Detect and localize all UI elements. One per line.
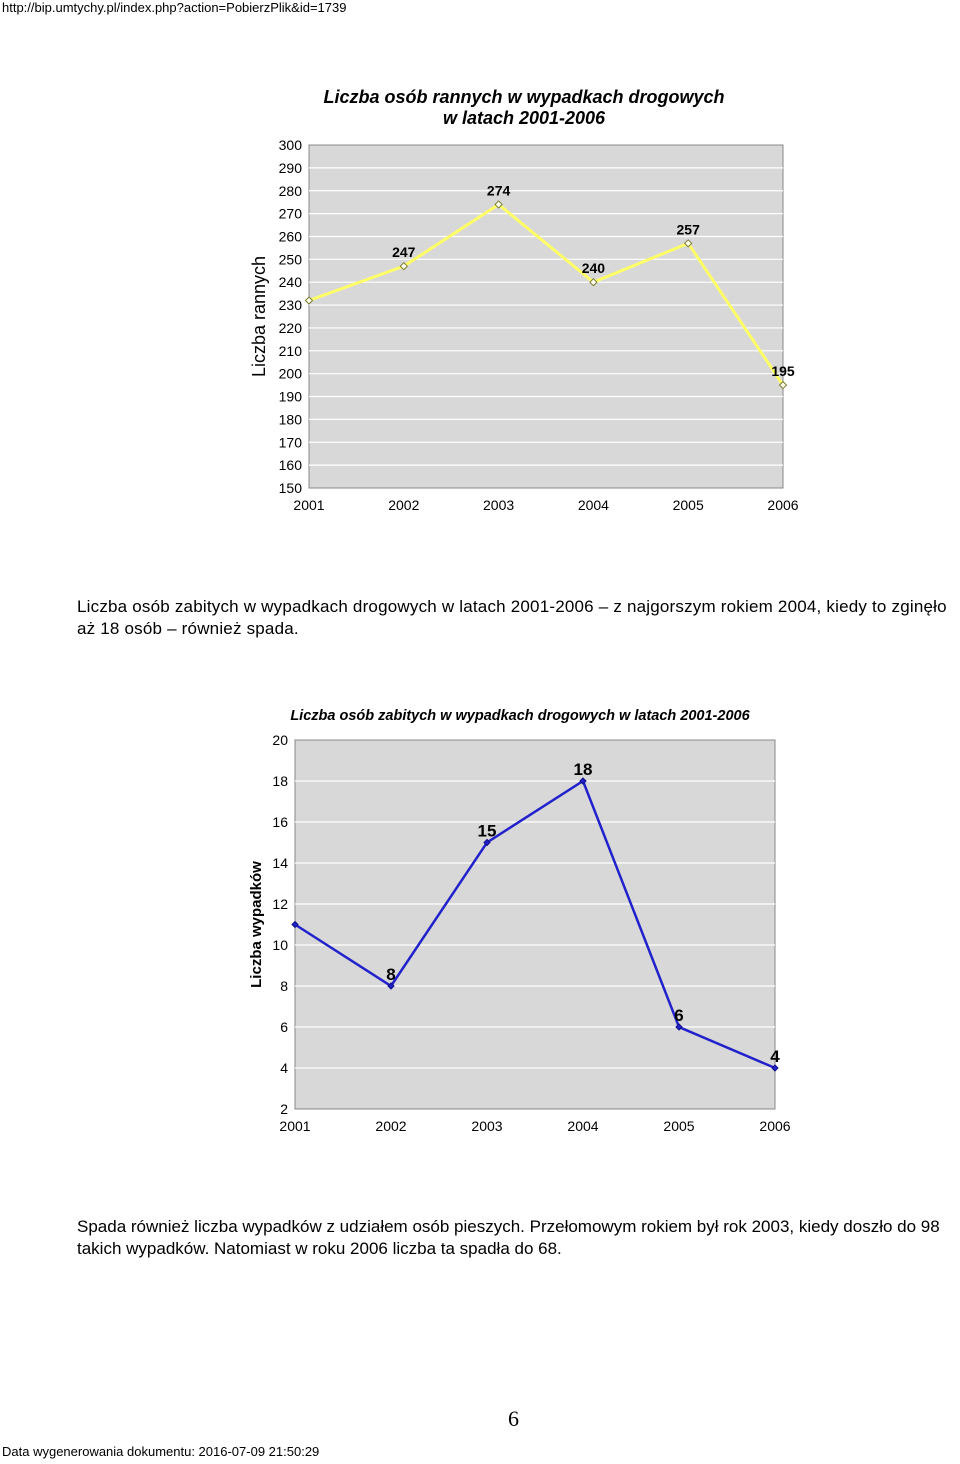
- chart-subtitle: w latach 2001-2006: [442, 108, 606, 128]
- x-tick-label: 2004: [577, 497, 609, 513]
- y-axis-label: Liczba wypadków: [248, 861, 265, 988]
- data-label: 257: [676, 221, 700, 238]
- data-label: 8: [386, 965, 396, 984]
- chart-title: Liczba osób rannych w wypadkach drogowych: [323, 87, 725, 107]
- plot-area: [295, 740, 775, 1109]
- y-tick-label: 16: [272, 814, 288, 831]
- chart-injured: [249, 87, 799, 513]
- page-number: 6: [508, 1406, 519, 1431]
- y-tick-label: 210: [278, 342, 302, 359]
- y-tick-label: 260: [278, 228, 302, 245]
- plot-area: [309, 145, 783, 488]
- x-tick-label: 2002: [388, 497, 420, 513]
- y-tick-label: 4: [280, 1060, 288, 1077]
- x-tick-label: 2003: [483, 497, 515, 513]
- y-tick-label: 190: [278, 388, 302, 405]
- data-label: 195: [771, 363, 795, 380]
- y-tick-label: 10: [272, 937, 288, 954]
- y-tick-label: 230: [278, 297, 302, 314]
- y-tick-label: 2: [280, 1101, 288, 1118]
- y-tick-label: 280: [278, 182, 302, 199]
- y-tick-label: 150: [278, 480, 302, 497]
- paragraph-killed-summary: Liczba osób zabitych w wypadkach drogowych w latach 2001-2006 – z najgorszym rokiem 2004, kiedy to zginęło aż 18 osób – również spada.: [77, 597, 947, 638]
- y-tick-label: 18: [272, 773, 288, 790]
- y-axis-label: Liczba rannych: [249, 255, 269, 378]
- x-tick-label: 2005: [672, 497, 704, 513]
- y-tick-label: 12: [272, 896, 288, 913]
- y-tick-label: 220: [278, 319, 302, 336]
- y-tick-label: 250: [278, 251, 302, 268]
- y-tick-label: 240: [278, 274, 302, 291]
- header-url: http://bip.umtychy.pl/index.php?action=PobierzPlik&id=1739: [2, 0, 347, 15]
- data-label: 240: [581, 260, 606, 277]
- y-tick-label: 6: [280, 1019, 288, 1036]
- data-label: 6: [674, 1006, 684, 1025]
- x-tick-label: 2006: [767, 497, 799, 513]
- generation-date: Data wygenerowania dokumentu: 2016-07-09 21:50:29: [2, 1444, 320, 1459]
- data-label: 18: [573, 760, 593, 779]
- chart-title: Liczba osób zabitych w wypadkach drogowych w latach 2001-2006: [290, 708, 750, 724]
- x-tick-label: 2001: [279, 1118, 311, 1134]
- y-tick-label: 270: [278, 205, 302, 222]
- x-tick-label: 2003: [471, 1118, 503, 1134]
- x-tick-label: 2005: [663, 1118, 695, 1134]
- chart-killed: [248, 708, 791, 1134]
- y-tick-label: 160: [278, 457, 302, 474]
- y-tick-label: 170: [278, 434, 302, 451]
- y-tick-label: 8: [280, 978, 288, 995]
- paragraph-pedestrians-summary: Spada również liczba wypadków z udziałem osób pieszych. Przełomowym rokiem był rok 2003, kiedy doszło do 98 takich wypadków. Natomiast w roku 2006 liczba ta spadła do 68.: [77, 1217, 940, 1258]
- y-tick-label: 14: [272, 855, 288, 872]
- x-tick-label: 2006: [759, 1118, 791, 1134]
- data-label: 15: [477, 821, 497, 841]
- y-tick-label: 300: [278, 137, 302, 154]
- x-tick-label: 2004: [567, 1118, 599, 1134]
- y-tick-label: 20: [272, 732, 288, 749]
- y-tick-label: 290: [278, 159, 302, 176]
- data-label: 247: [392, 244, 416, 261]
- data-label: 274: [486, 182, 511, 199]
- data-label: 4: [770, 1047, 780, 1066]
- y-tick-label: 180: [278, 411, 302, 428]
- x-tick-label: 2001: [293, 497, 325, 513]
- y-tick-label: 200: [278, 365, 302, 382]
- x-tick-label: 2002: [375, 1118, 407, 1134]
